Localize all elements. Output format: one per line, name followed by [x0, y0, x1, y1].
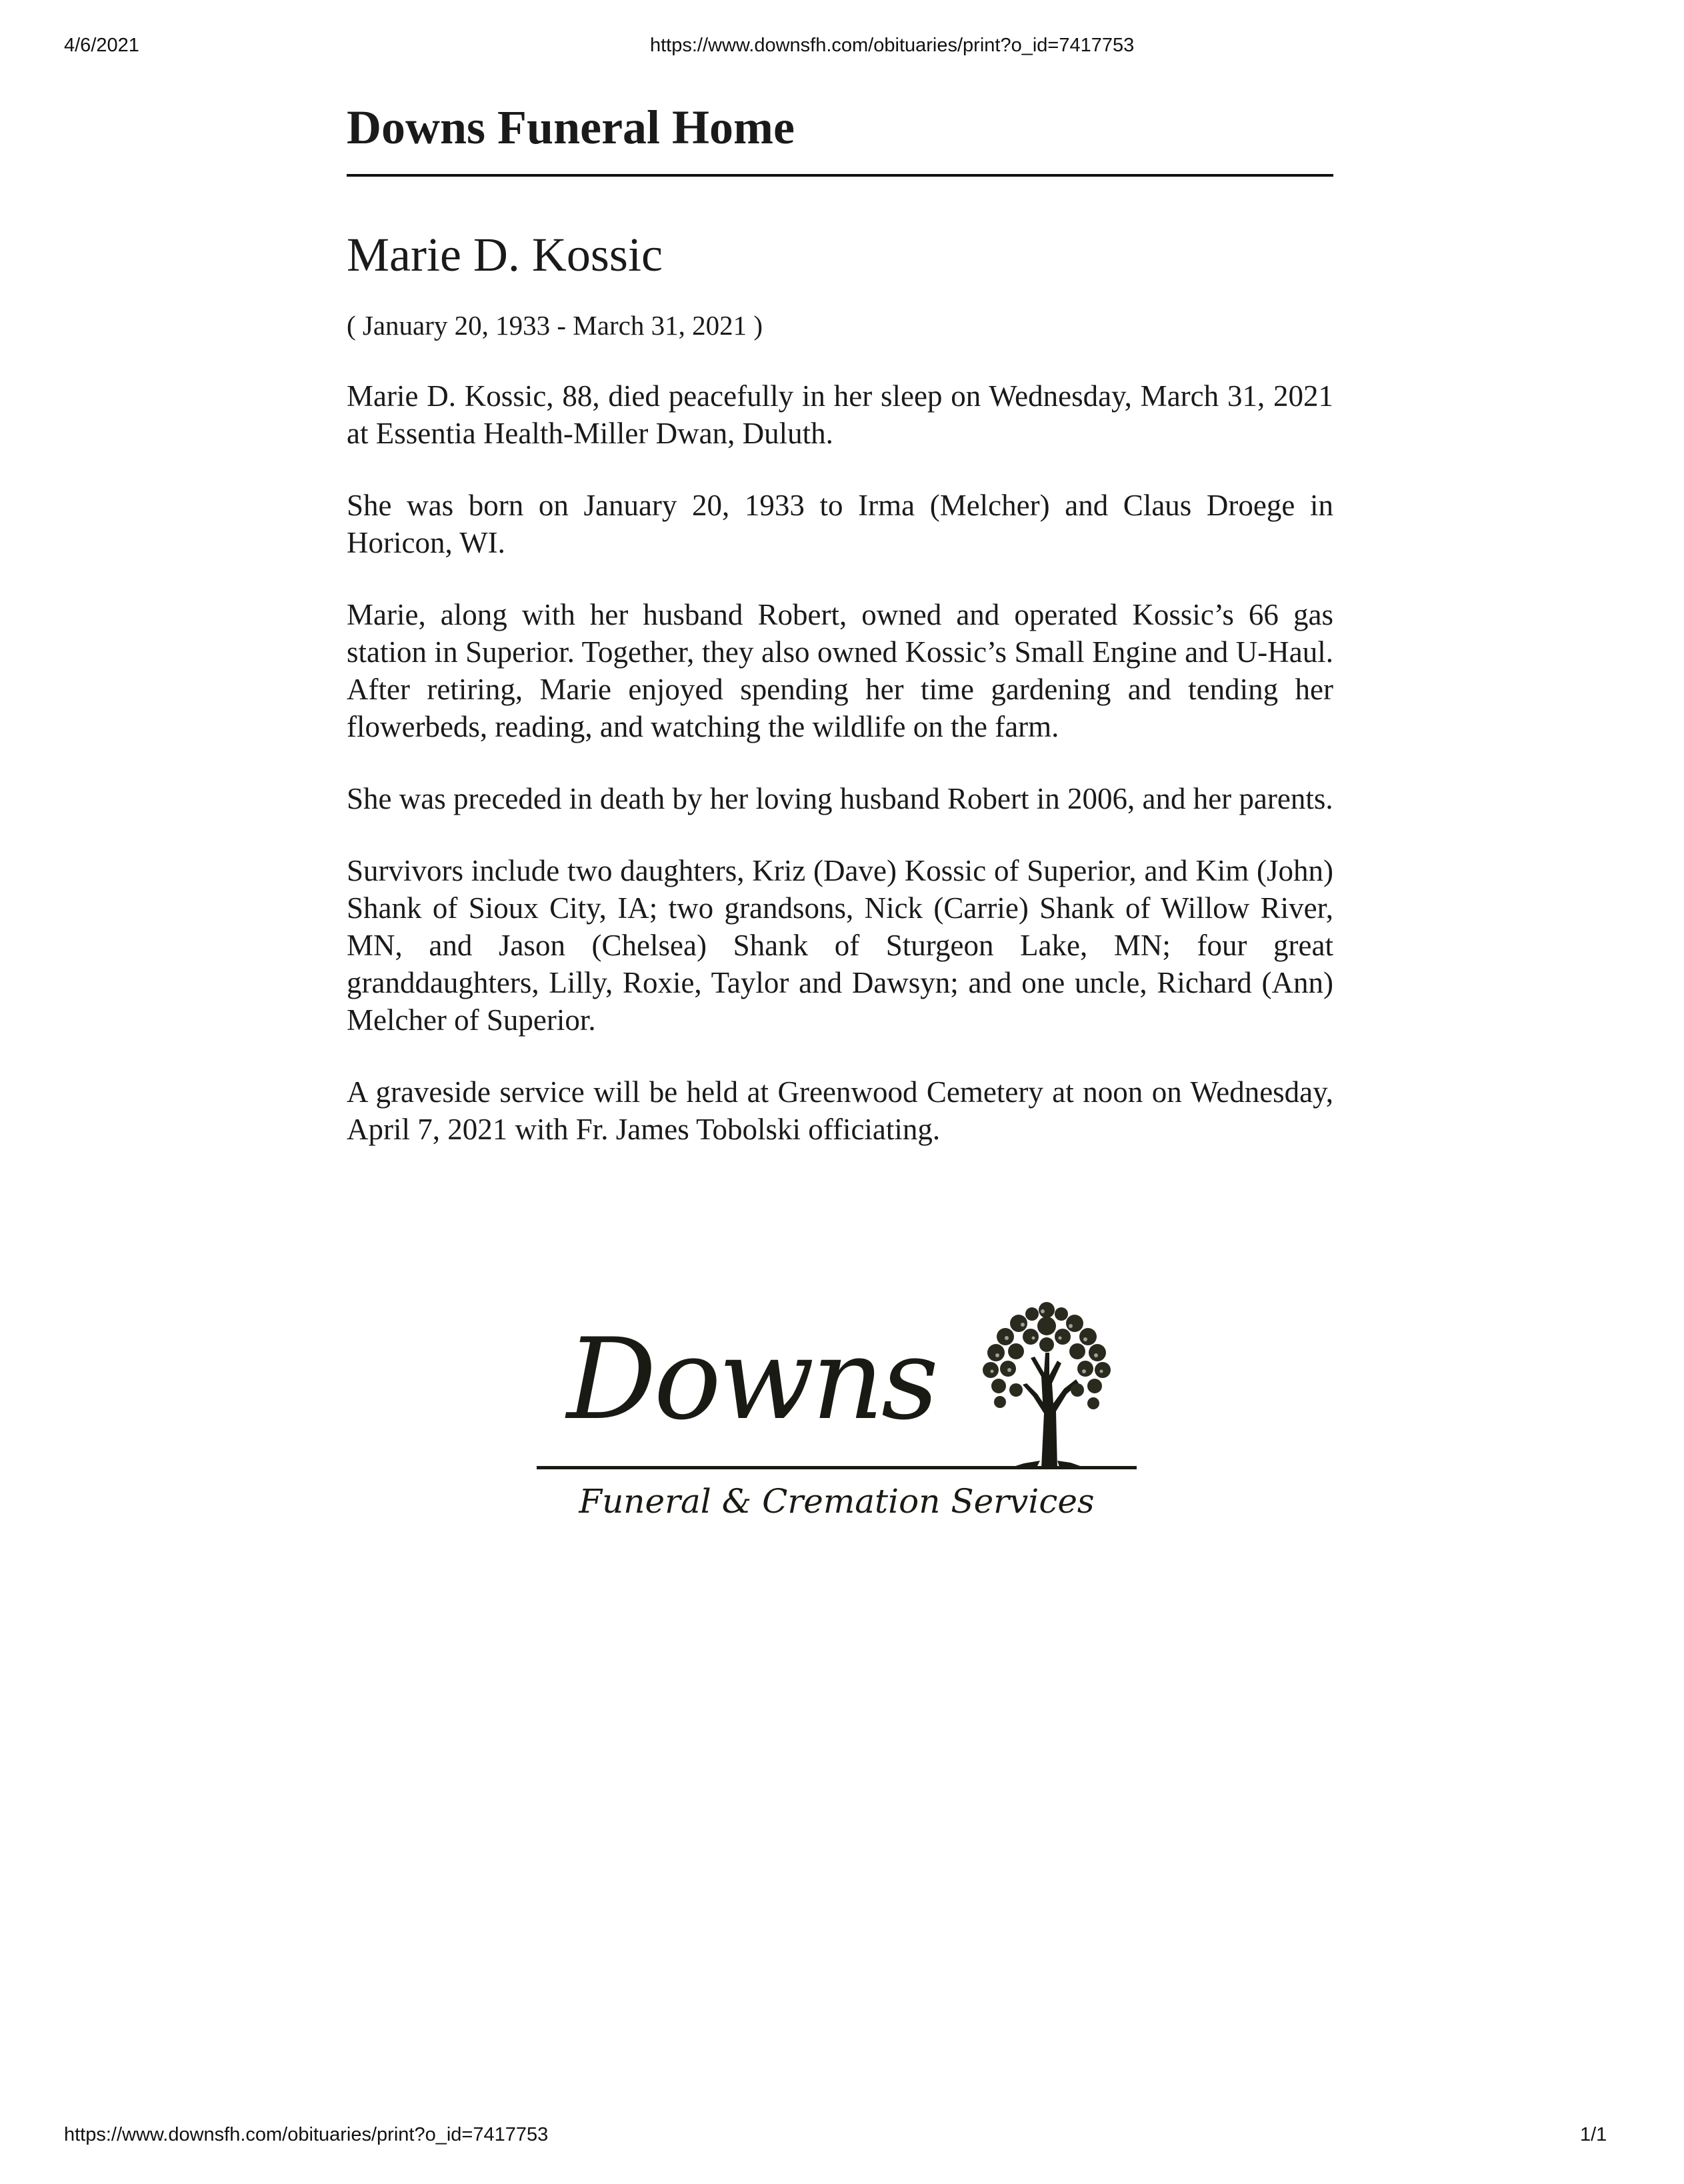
obituary-paragraph: Survivors include two daughters, Kriz (Dave) Kossic of Superior, and Kim (John) Shank of Sioux City, IA; two grandsons, Nick (Carrie) Shank of Willow River, MN, and Jason (Chelsea) Shank of Sturgeon Lake, MN; four great granddaughters, Lilly, Roxie, Taylor and Dawsyn; and one uncle, Richard (Ann) Melcher of Superior. — [347, 853, 1333, 1037]
obituary-paragraph: Marie D. Kossic, 88, died peacefully in her sleep on Wednesday, March 31, 2021 at Essentia Health-Miller Dwan, Duluth. — [347, 379, 1333, 450]
downs-logo — [537, 1297, 1137, 1523]
obituary-paragraph: Marie, along with her husband Robert, owned and operated Kossic’s 66 gas station in Superior. Together, they also owned Kossic’s Small Engine and U-Haul. After retiring, Marie enjoyed spending her time gardening and tending her flowerbeds, reading, and watching the wildlife on the farm. — [347, 597, 1333, 743]
obituary-paragraph: A graveside service will be held at Greenwood Cemetery at noon on Wednesday, April 7, 2021 with Fr. James Tobolski officiating. — [347, 1075, 1333, 1146]
logo-wordmark: Downs — [567, 1314, 937, 1445]
obituary-name: Marie D. Kossic — [347, 228, 663, 282]
logo-underline — [537, 1466, 1137, 1469]
obituary-paragraph: She was born on January 20, 1933 to Irma (Melcher) and Claus Droege in Horicon, WI. — [347, 488, 1333, 559]
site-title: Downs Funeral Home — [347, 101, 795, 154]
obituary-content — [347, 93, 1333, 1183]
obituary-lifespan: ( January 20, 1933 - March 31, 2021 ) — [347, 310, 763, 341]
logo-tagline: Funeral & Cremation Services — [579, 1482, 1095, 1521]
print-url: https://www.downsfh.com/obituaries/print?o_id=7417753 — [650, 35, 1135, 56]
title-divider — [347, 174, 1333, 177]
obituary-paragraph: She was preceded in death by her loving husband Robert in 2006, and her parents. — [347, 781, 1333, 815]
tree-icon — [967, 1297, 1127, 1470]
print-date: 4/6/2021 — [64, 35, 139, 56]
footer-url: https://www.downsfh.com/obituaries/print?o_id=7417753 — [64, 2124, 549, 2145]
page-number: 1/1 — [1580, 2124, 1607, 2145]
